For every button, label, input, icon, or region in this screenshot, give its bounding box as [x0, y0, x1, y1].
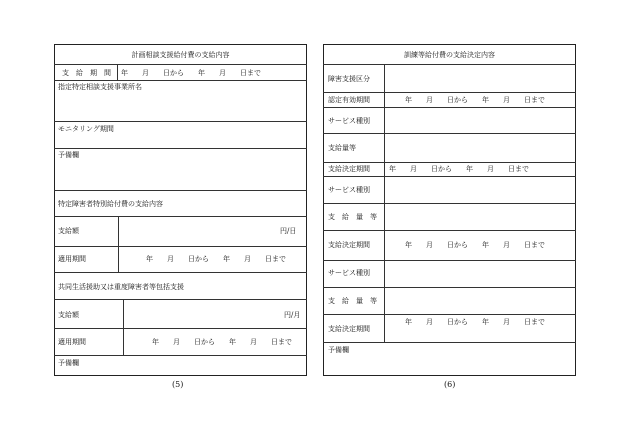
- group-amount-label: 支給額: [58, 311, 79, 319]
- block3-service-label: サービス種別: [328, 269, 370, 277]
- group-amount-unit: 円/月: [284, 311, 301, 319]
- special-period-label: 適用期間: [58, 255, 86, 263]
- payment-period-label: 支 給 期 間: [62, 69, 111, 77]
- special-benefit-heading: 特定障害者特別給付費の支給内容: [58, 200, 163, 208]
- block1-period-value: 年 月 日から 年 月 日まで: [389, 165, 529, 173]
- panel6-title: 訓練等給付費の支給決定内容: [404, 51, 495, 59]
- group-living-heading: 共同生活援助又は重度障害者等包括支援: [58, 283, 184, 291]
- notes-label: 予備欄: [58, 151, 79, 159]
- special-period-value: 年 月 日から 年 月 日まで: [146, 255, 286, 263]
- cert-period-label: 認定有効期間: [328, 96, 370, 104]
- block1-service-label: サービス種別: [328, 117, 370, 125]
- payment-period-value: 年 月 日から 年 月 日まで: [121, 69, 261, 77]
- monitoring-period-label: モニタリング期間: [58, 125, 114, 133]
- block3-amount-label: 支 給 量 等: [328, 297, 377, 305]
- cert-period-value: 年 月 日から 年 月 日まで: [405, 96, 545, 104]
- block2-service-label: サービス種別: [328, 186, 370, 194]
- block2-period-value: 年 月 日から 年 月 日まで: [405, 241, 545, 249]
- block1-amount-label: 支給量等: [328, 144, 356, 152]
- page-number-5: (5): [172, 380, 184, 389]
- office-name-label: 指定特定相談支援事業所名: [58, 83, 142, 91]
- block3-period-value: 年 月 日から 年 月 日まで: [405, 318, 545, 326]
- special-amount-unit: 円/日: [280, 227, 297, 235]
- group-period-label: 適用期間: [58, 338, 86, 346]
- panel6-notes-label: 予備欄: [328, 346, 349, 354]
- special-amount-label: 支給額: [58, 227, 79, 235]
- block2-amount-label: 支 給 量 等: [328, 213, 377, 221]
- block1-period-label: 支給決定期間: [328, 165, 370, 173]
- notes2-label: 予備欄: [58, 359, 79, 367]
- disability-category-label: 障害支援区分: [328, 75, 370, 83]
- panel5-title: 計画相談支援給付費の支給内容: [131, 51, 230, 59]
- form-panel-5: [54, 44, 307, 376]
- block2-period-label: 支給決定期間: [328, 241, 370, 249]
- group-period-value: 年 月 日から 年 月 日まで: [152, 338, 292, 346]
- block3-period-label: 支給決定期間: [328, 325, 370, 333]
- page-number-6: (6): [444, 380, 456, 389]
